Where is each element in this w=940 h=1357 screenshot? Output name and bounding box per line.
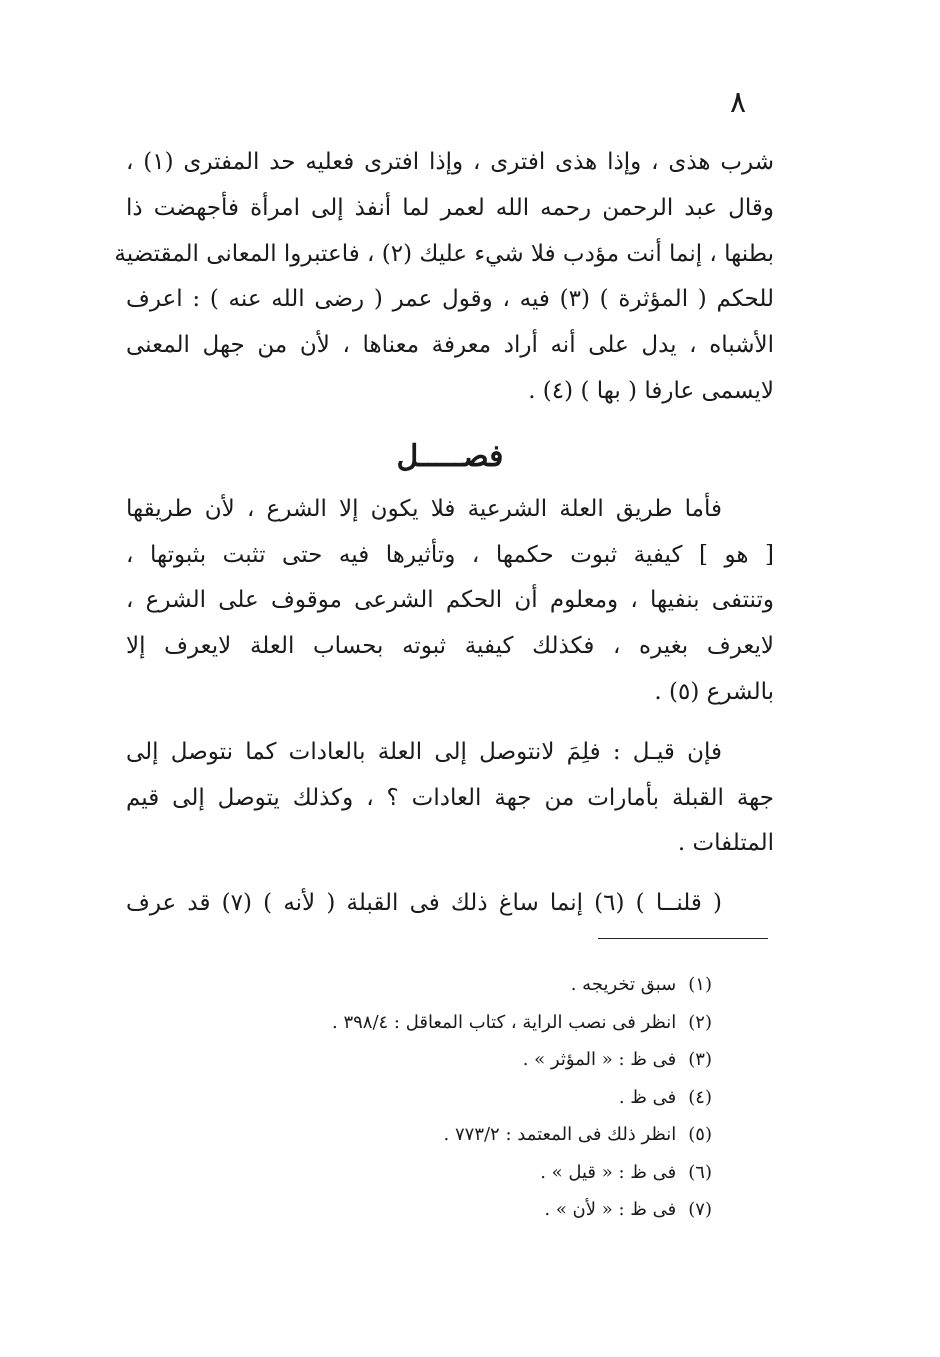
- footnote-text: فى ظ : « المؤثر » .: [522, 1049, 677, 1070]
- footnote-number: (٣): [688, 1049, 712, 1070]
- paragraph-gap: [126, 867, 774, 881]
- text-line: لايعرف بغيره ، فكذلك كيفية ثبوته بحساب العلة لايعرف إلا: [126, 633, 774, 660]
- footnote-number: (٥): [688, 1124, 712, 1145]
- footnote-number: (٦): [688, 1161, 712, 1183]
- text-line: المتلفات .: [677, 830, 774, 857]
- text-line: شرب هذى ، وإذا هذى افترى ، وإذا افترى فعليه حد المفترى (١) ،: [126, 149, 774, 175]
- footnote-text: انظر فى نصب الراية ، كتاب المعاقل : ٣٩٨/٤ .: [332, 1011, 677, 1033]
- paragraph-2: [126, 487, 774, 716]
- footnote-text: فى ظ .: [618, 1086, 677, 1108]
- paragraph-4: [126, 881, 774, 927]
- footnote-text: انظر ذلك فى المعتمد : ٧٧٣/٢ .: [443, 1124, 677, 1145]
- footnote: [200, 1154, 712, 1192]
- footnote-number: (٢): [688, 1011, 712, 1033]
- footnote: [200, 1116, 712, 1154]
- text-line: لايسمى عارفا ( بها ) (٤) .: [528, 377, 774, 404]
- text-line: الأشباه ، يدل على أنه أراد معرفة معناها ، لأن من جهل المعنى: [126, 332, 774, 359]
- footnote-text: فى ظ : « لأن » .: [544, 1199, 677, 1220]
- section-heading: فصـــــل: [396, 438, 504, 474]
- footnote-divider: [598, 938, 768, 939]
- text-line: ( قلنــا ) (٦) إنما ساغ ذلك فى القبلة ( لأنه ) (٧) قد عرف: [126, 890, 723, 917]
- text-line: فأما طريق العلة الشرعية فلا يكون إلا الشرع ، لأن طريقها: [126, 495, 722, 522]
- text-line: وقال عبد الرحمن رحمه الله لعمر لما أنفذ إلى امرأة فأجهضت ذا: [126, 194, 774, 221]
- text-line: فإن قيـل : فلِمَ لانتوصل إلى العلة بالعادات كما نتوصل إلى: [126, 738, 722, 765]
- text-line: للحكم ( المؤثرة ) (٣) فيه ، وقول عمر ( رضى الله عنه ) : اعرف: [126, 286, 774, 313]
- footnote-number: (١): [688, 974, 712, 995]
- paragraph-3: [126, 730, 774, 867]
- footnote-text: سبق تخريجه .: [570, 974, 677, 995]
- footnotes-list: [200, 966, 712, 1229]
- footnote: [200, 1191, 712, 1229]
- paragraph-gap: [126, 716, 774, 730]
- main-text: [114, 140, 774, 927]
- footnote: [200, 1004, 712, 1042]
- footnote: [200, 1079, 712, 1117]
- text-line: جهة القبلة بأمارات من جهة العادات ؟ ، وكذلك يتوصل إلى قيم: [126, 784, 774, 811]
- paragraph-1: [114, 140, 774, 415]
- footnote-number: (٤): [688, 1086, 712, 1108]
- text-line: بالشرع (٥) .: [654, 678, 774, 705]
- page-number: ٨: [729, 85, 747, 120]
- text-line: بطنها ، إنما أنت مؤدب فلا شيء عليك (٢) ، فاعتبروا المعانى المقتضية: [114, 240, 774, 267]
- footnote-number: (٧): [688, 1199, 712, 1220]
- text-line: [ هو ] كيفية ثبوت حكمها ، وتأثيرها فيه حتى تثبت بثبوتها ،: [126, 541, 774, 568]
- footnote: [200, 966, 712, 1004]
- footnote-text: فى ظ : « قيل » .: [540, 1161, 677, 1183]
- text-line: وتنتفى بنفيها ، ومعلوم أن الحكم الشرعى موقوف على الشرع ،: [126, 587, 774, 614]
- footnote: [200, 1041, 712, 1079]
